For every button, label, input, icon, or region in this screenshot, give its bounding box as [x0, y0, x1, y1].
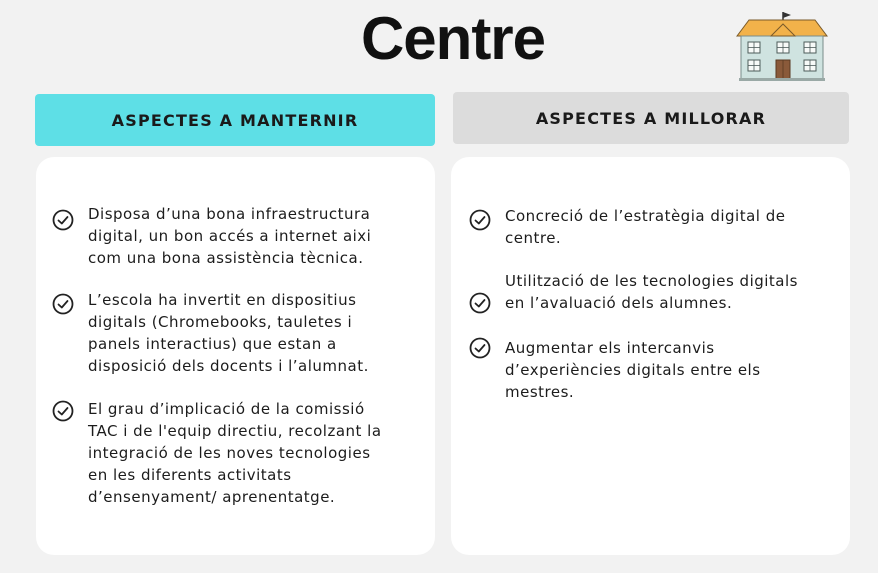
check-circle-icon	[52, 209, 74, 231]
list-item-text: Utilització de les tecnologies digitals en l’avaluació dels alumnes.	[505, 272, 798, 312]
check-circle-icon	[469, 337, 491, 359]
list-item	[52, 398, 428, 508]
school-building-icon	[733, 10, 831, 82]
list-item	[469, 337, 845, 403]
keep-aspects-header: ASPECTES A MANTERNIR	[35, 94, 435, 146]
list-item-text: Concreció de l’estratègia digital de centre.	[505, 207, 786, 247]
improve-aspects-card	[451, 157, 850, 555]
list-item	[52, 203, 428, 269]
check-circle-icon	[52, 293, 74, 315]
page-title: Centre	[360, 5, 546, 72]
check-circle-icon	[469, 209, 491, 231]
list-item	[469, 205, 845, 249]
check-circle-icon	[52, 400, 74, 422]
list-item-text: Disposa d’una bona infraestructura digital, un bon accés a internet aixi com una bona assistència tècnica.	[88, 205, 372, 267]
list-item	[52, 289, 428, 377]
improve-aspects-header: ASPECTES A MILLORAR	[453, 92, 849, 144]
list-item-text: El grau d’implicació de la comissió TAC i de l'equip directiu, recolzant la integració de les noves tecnologies en les diferents activitats d’ensenyament/ aprenentatge.	[88, 400, 382, 506]
list-item-text: L’escola ha invertit en dispositius digitals (Chromebooks, tauletes i panels interactius) que estan a disposició dels docents i l’alumnat.	[88, 291, 369, 375]
list-item-text: Augmentar els intercanvis d’experiències digitals entre els mestres.	[505, 339, 761, 401]
check-circle-icon	[469, 292, 491, 314]
keep-aspects-card	[36, 157, 435, 555]
list-item	[469, 270, 845, 314]
